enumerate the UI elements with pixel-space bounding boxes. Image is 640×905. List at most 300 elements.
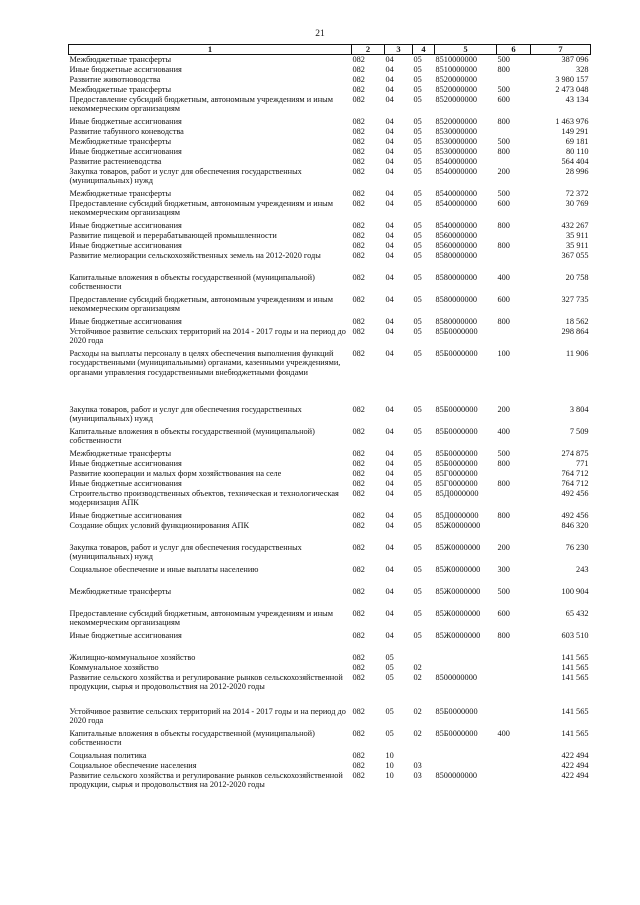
cell-subsection: 05: [413, 198, 422, 208]
cell-subsection: 05: [413, 250, 422, 260]
cell-code: 082: [352, 84, 365, 94]
cell-section: 04: [385, 448, 394, 458]
cell-subsection: 05: [413, 94, 422, 104]
cell-amount: 80 110: [565, 146, 589, 156]
cell-article: 85Д0000000: [435, 488, 479, 498]
cell-subsection: 05: [413, 294, 422, 304]
cell-expense-type: [497, 327, 531, 349]
table-row: [69, 405, 591, 427]
cell-subsection: 05: [413, 84, 422, 94]
cell-name: Развитие кооперации и малых форм хозяйствования на селе: [69, 468, 282, 478]
page-number: 21: [315, 29, 325, 39]
cell-code: 082: [352, 166, 365, 176]
cell-article: 8560000000: [435, 230, 477, 240]
cell-amount: 141 565: [561, 672, 589, 682]
cell-article: 8520000000: [435, 116, 477, 126]
cell-amount: 149 291: [561, 126, 589, 136]
cell-expense-type: 500: [497, 188, 510, 198]
cell-subsection: 05: [413, 220, 422, 230]
cell-amount: 72 372: [565, 188, 589, 198]
cell-amount: 328: [576, 64, 589, 74]
cell-expense-type: 800: [497, 630, 510, 640]
table-header: [69, 45, 591, 55]
cell-code: 082: [352, 630, 365, 640]
cell-expense-type: 500: [497, 136, 510, 146]
table-row: [69, 317, 591, 327]
cell-amount: 141 565: [561, 728, 589, 738]
cell-amount: 7 509: [569, 426, 589, 436]
cell-name: Капитальные вложения в объекты государственной (муниципальной) собственности: [69, 426, 315, 446]
cell-name: Развитие табунного коневодства: [69, 126, 184, 136]
table-row: [69, 231, 591, 241]
table-row: [69, 771, 591, 805]
cell-code: 082: [352, 404, 365, 414]
cell-section: 04: [385, 510, 394, 520]
table-row: [69, 459, 591, 469]
table-row: [69, 673, 591, 707]
table-row: [69, 295, 591, 317]
cell-name: Закупка товаров, работ и услуг для обеспечения государственных (муниципальных) нужд: [69, 404, 302, 424]
cell-amount: 422 494: [561, 760, 589, 770]
cell-article: 85Г0000000: [435, 478, 478, 488]
table-row: [69, 157, 591, 167]
cell-code: 082: [352, 510, 365, 520]
cell-section: 05: [385, 662, 394, 672]
cell-section: 04: [385, 608, 394, 618]
cell-subsection: 05: [413, 55, 422, 64]
cell-article: [435, 761, 497, 771]
cell-section: 05: [385, 672, 394, 682]
cell-article: 8540000000: [435, 198, 477, 208]
table-row: [69, 167, 591, 189]
cell-code: 082: [352, 348, 365, 358]
cell-section: 04: [385, 116, 394, 126]
cell-section: 04: [385, 468, 394, 478]
table-row: [69, 427, 591, 449]
cell-expense-type: 600: [497, 608, 510, 618]
cell-code: 082: [352, 458, 365, 468]
cell-article: 85Ж0000000: [435, 520, 481, 530]
cell-expense-type: 800: [497, 510, 510, 520]
cell-expense-type: 800: [497, 116, 510, 126]
cell-code: 082: [352, 156, 365, 166]
cell-amount: 11 906: [565, 348, 589, 358]
cell-name: Социальное обеспечение и иные выплаты населению: [69, 564, 259, 574]
cell-section: 04: [385, 94, 394, 104]
cell-code: 082: [352, 760, 365, 770]
table-row: [69, 127, 591, 137]
cell-subsection: 02: [413, 706, 422, 716]
cell-code: 082: [352, 448, 365, 458]
cell-code: 082: [352, 136, 365, 146]
cell-amount: 28 996: [565, 166, 589, 176]
cell-amount: 100 904: [561, 586, 589, 596]
cell-subsection: 05: [413, 520, 422, 530]
table-row: [69, 587, 591, 609]
cell-name: Межбюджетные трансферты: [69, 586, 172, 596]
cell-name: Иные бюджетные ассигнования: [69, 220, 182, 230]
cell-article: 85Б0000000: [435, 326, 478, 336]
cell-expense-type: [497, 761, 531, 771]
cell-code: 082: [352, 652, 365, 662]
cell-code: 082: [352, 478, 365, 488]
cell-section: 10: [385, 750, 394, 760]
cell-amount: 35 911: [565, 230, 589, 240]
cell-subsection: 05: [413, 458, 422, 468]
table-row: [69, 565, 591, 587]
cell-expense-type: 800: [497, 316, 510, 326]
cell-article: 8540000000: [435, 220, 477, 230]
cell-subsection: 02: [413, 662, 422, 672]
cell-section: 05: [385, 706, 394, 716]
cell-expense-type: [497, 157, 531, 167]
cell-expense-type: 800: [497, 478, 510, 488]
cell-article: 85Б0000000: [435, 458, 478, 468]
cell-code: 082: [352, 55, 365, 64]
cell-expense-type: [497, 653, 531, 663]
cell-article: [435, 663, 497, 673]
cell-expense-type: 800: [497, 458, 510, 468]
cell-article: 8580000000: [435, 272, 477, 282]
cell-name: Устойчивое развитие сельских территорий на 2014 - 2017 годы и на период до 2020 года: [69, 706, 346, 726]
table-row: [69, 761, 591, 771]
cell-expense-type: 600: [497, 198, 510, 208]
table-row: [69, 609, 591, 631]
cell-amount: 764 712: [561, 468, 589, 478]
table-row: [69, 241, 591, 251]
table-row: [69, 469, 591, 479]
cell-subsection: 05: [413, 74, 422, 84]
cell-amount: 30 769: [565, 198, 589, 208]
cell-article: 85Б0000000: [435, 728, 478, 738]
cell-article: 8580000000: [435, 250, 477, 260]
cell-expense-type: 500: [497, 448, 510, 458]
cell-subsection: 05: [413, 426, 422, 436]
cell-amount: 771: [576, 458, 589, 468]
cell-name: Иные бюджетные ассигнования: [69, 146, 182, 156]
cell-section: 04: [385, 64, 394, 74]
cell-subsection: 02: [413, 728, 422, 738]
cell-expense-type: 300: [497, 564, 510, 574]
cell-article: 8530000000: [435, 126, 477, 136]
cell-section: 04: [385, 198, 394, 208]
table-row: [69, 631, 591, 653]
cell-section: 10: [385, 770, 394, 780]
header-row: [69, 45, 591, 55]
cell-subsection: 05: [413, 348, 422, 358]
cell-expense-type: 800: [497, 220, 510, 230]
cell-subsection: 05: [413, 116, 422, 126]
cell-amount: 69 181: [565, 136, 589, 146]
cell-code: 082: [352, 770, 365, 780]
cell-code: 082: [352, 126, 365, 136]
cell-code: 082: [352, 542, 365, 552]
cell-expense-type: 400: [497, 426, 510, 436]
cell-amount: 43 134: [565, 94, 589, 104]
header-col-2: 2: [352, 45, 385, 55]
cell-name: Развитие животноводства: [69, 74, 161, 84]
cell-amount: 846 320: [561, 520, 589, 530]
cell-expense-type: [497, 469, 531, 479]
cell-amount: 141 565: [561, 652, 589, 662]
cell-section: 04: [385, 136, 394, 146]
cell-code: 082: [352, 586, 365, 596]
cell-expense-type: 200: [497, 166, 510, 176]
table-row: [69, 543, 591, 565]
table-row: [69, 221, 591, 231]
cell-code: 082: [352, 662, 365, 672]
table-row: [69, 251, 591, 273]
table-row: [69, 449, 591, 459]
cell-subsection: 05: [413, 586, 422, 596]
cell-code: 082: [352, 728, 365, 738]
table-row: [69, 663, 591, 673]
cell-subsection: 05: [413, 230, 422, 240]
cell-subsection: 05: [413, 188, 422, 198]
cell-article: 8500000000: [435, 672, 477, 682]
cell-article: 85Б0000000: [435, 404, 478, 414]
cell-article: 8540000000: [435, 188, 477, 198]
cell-amount: 387 096: [561, 55, 589, 64]
cell-article: 8520000000: [435, 74, 477, 84]
cell-article: 85Ж0000000: [435, 586, 481, 596]
cell-code: 082: [352, 94, 365, 104]
cell-code: 082: [352, 706, 365, 716]
table-row: [69, 65, 591, 75]
cell-amount: 1 463 976: [555, 116, 589, 126]
cell-amount: 141 565: [561, 662, 589, 672]
cell-code: 082: [352, 672, 365, 682]
cell-subsection: 05: [413, 448, 422, 458]
cell-section: 04: [385, 240, 394, 250]
cell-subsection: 05: [413, 542, 422, 552]
cell-name: Капитальные вложения в объекты государственной (муниципальной) собственности: [69, 728, 315, 748]
cell-article: 85Б0000000: [435, 448, 478, 458]
cell-expense-type: 800: [497, 240, 510, 250]
cell-name: Межбюджетные трансферты: [69, 188, 172, 198]
cell-amount: 367 055: [561, 250, 589, 260]
cell-article: 8580000000: [435, 294, 477, 304]
cell-name: Закупка товаров, работ и услуг для обеспечения государственных (муниципальных) нужд: [69, 166, 302, 186]
cell-code: 082: [352, 488, 365, 498]
cell-article: 8540000000: [435, 166, 477, 176]
cell-expense-type: [497, 231, 531, 241]
cell-article: 85Г0000000: [435, 468, 478, 478]
cell-article: 85Б0000000: [435, 706, 478, 716]
cell-code: 082: [352, 468, 365, 478]
cell-section: 05: [385, 728, 394, 738]
cell-article: 85Ж0000000: [435, 608, 481, 618]
cell-expense-type: 200: [497, 404, 510, 414]
cell-section: 04: [385, 316, 394, 326]
table-row: [69, 327, 591, 349]
cell-expense-type: 400: [497, 728, 510, 738]
cell-code: 082: [352, 520, 365, 530]
cell-name: Иные бюджетные ассигнования: [69, 64, 182, 74]
cell-expense-type: 800: [497, 64, 510, 74]
cell-article: 85Ж0000000: [435, 630, 481, 640]
cell-amount: 141 565: [561, 706, 589, 716]
cell-amount: 422 494: [561, 750, 589, 760]
cell-expense-type: 800: [497, 146, 510, 156]
table-row: [69, 489, 591, 511]
cell-code: 082: [352, 564, 365, 574]
cell-name: Иные бюджетные ассигнования: [69, 478, 182, 488]
cell-section: 10: [385, 760, 394, 770]
cell-name: Иные бюджетные ассигнования: [69, 510, 182, 520]
cell-article: 8560000000: [435, 240, 477, 250]
table-row: [69, 117, 591, 127]
cell-subsection: 05: [413, 468, 422, 478]
table-row: [69, 189, 591, 199]
cell-name: Социальное обеспечение населения: [69, 760, 197, 770]
cell-subsection: 05: [413, 488, 422, 498]
cell-section: 04: [385, 220, 394, 230]
table-row: [69, 511, 591, 521]
cell-expense-type: 500: [497, 586, 510, 596]
cell-article: 8530000000: [435, 146, 477, 156]
cell-name: Предоставление субсидий бюджетным, автономным учреждениям и иным некоммерческим организациям: [69, 94, 333, 114]
table-body: [69, 55, 591, 805]
cell-section: 04: [385, 126, 394, 136]
cell-code: 082: [352, 250, 365, 260]
cell-subsection: [413, 653, 435, 663]
cell-article: 8500000000: [435, 770, 477, 780]
cell-article: 8510000000: [435, 55, 477, 64]
cell-name: Предоставление субсидий бюджетным, автономным учреждениям и иным некоммерческим организациям: [69, 294, 333, 314]
cell-amount: 2 473 048: [555, 84, 589, 94]
cell-subsection: [413, 751, 435, 761]
cell-expense-type: [497, 673, 531, 707]
cell-section: 04: [385, 404, 394, 414]
cell-amount: 274 875: [561, 448, 589, 458]
cell-name: Жилищно-коммунальное хозяйство: [69, 652, 196, 662]
cell-code: 082: [352, 116, 365, 126]
cell-amount: 35 911: [565, 240, 589, 250]
cell-amount: 65 432: [565, 608, 589, 618]
cell-name: Устойчивое развитие сельских территорий на 2014 - 2017 годы и на период до 2020 года: [69, 326, 346, 346]
cell-name: Иные бюджетные ассигнования: [69, 116, 182, 126]
cell-subsection: 05: [413, 564, 422, 574]
cell-expense-type: 600: [497, 94, 510, 104]
cell-expense-type: [497, 251, 531, 273]
cell-section: 04: [385, 250, 394, 260]
cell-expense-type: [497, 707, 531, 729]
cell-section: 04: [385, 74, 394, 84]
table-row: [69, 349, 591, 405]
cell-code: 082: [352, 188, 365, 198]
cell-name: Строительство производственных объектов, техническая и технологическая модернизация АПК: [69, 488, 339, 508]
table-row: [69, 707, 591, 729]
cell-expense-type: [497, 663, 531, 673]
cell-amount: 764 712: [561, 478, 589, 488]
cell-amount: 432 267: [561, 220, 589, 230]
cell-amount: 603 510: [561, 630, 589, 640]
cell-code: 082: [352, 198, 365, 208]
cell-amount: 18 562: [565, 316, 589, 326]
cell-subsection: 05: [413, 326, 422, 336]
cell-expense-type: 400: [497, 272, 510, 282]
cell-name: Иные бюджетные ассигнования: [69, 630, 182, 640]
cell-section: 04: [385, 478, 394, 488]
cell-name: Межбюджетные трансферты: [69, 136, 172, 146]
cell-name: Иные бюджетные ассигнования: [69, 240, 182, 250]
cell-expense-type: 600: [497, 294, 510, 304]
table-row: [69, 147, 591, 157]
cell-name: Иные бюджетные ассигнования: [69, 458, 182, 468]
cell-name: Межбюджетные трансферты: [69, 448, 172, 458]
cell-article: 85Ж0000000: [435, 564, 481, 574]
cell-subsection: 05: [413, 156, 422, 166]
cell-code: 082: [352, 146, 365, 156]
cell-code: 082: [352, 294, 365, 304]
cell-section: 04: [385, 542, 394, 552]
cell-expense-type: [497, 127, 531, 137]
cell-section: 04: [385, 520, 394, 530]
cell-name: Закупка товаров, работ и услуг для обеспечения государственных (муниципальных) нужд: [69, 542, 302, 562]
cell-amount: 298 864: [561, 326, 589, 336]
cell-section: 04: [385, 156, 394, 166]
header-col-7: 7: [531, 45, 591, 55]
cell-amount: 76 230: [565, 542, 589, 552]
cell-amount: 243: [576, 564, 589, 574]
cell-section: 04: [385, 458, 394, 468]
cell-article: 85Б0000000: [435, 426, 478, 436]
header-col-4: 4: [413, 45, 435, 55]
cell-section: 04: [385, 272, 394, 282]
cell-section: 04: [385, 230, 394, 240]
cell-article: 8580000000: [435, 316, 477, 326]
cell-subsection: 03: [413, 760, 422, 770]
header-col-6: 6: [497, 45, 531, 55]
cell-name: Капитальные вложения в объекты государственной (муниципальной) собственности: [69, 272, 315, 292]
header-col-3: 3: [385, 45, 413, 55]
cell-article: 8540000000: [435, 156, 477, 166]
cell-amount: 20 758: [565, 272, 589, 282]
cell-section: 04: [385, 84, 394, 94]
cell-name: Предоставление субсидий бюджетным, автономным учреждениям и иным некоммерческим организациям: [69, 198, 333, 218]
cell-subsection: 05: [413, 316, 422, 326]
cell-subsection: 05: [413, 126, 422, 136]
cell-amount: 564 404: [561, 156, 589, 166]
cell-amount: 492 456: [561, 510, 589, 520]
cell-code: 082: [352, 426, 365, 436]
cell-expense-type: 500: [497, 84, 510, 94]
cell-name: Развитие пищевой и перерабатывающей промышленности: [69, 230, 277, 240]
cell-article: [435, 751, 497, 761]
cell-subsection: 05: [413, 404, 422, 414]
cell-subsection: 05: [413, 272, 422, 282]
cell-article: 8520000000: [435, 94, 477, 104]
cell-section: 04: [385, 166, 394, 176]
cell-section: 04: [385, 586, 394, 596]
table-row: [69, 137, 591, 147]
cell-name: Социальная политика: [69, 750, 147, 760]
cell-article: [435, 653, 497, 663]
cell-article: 85Д0000000: [435, 510, 479, 520]
cell-section: 04: [385, 348, 394, 358]
cell-subsection: 05: [413, 608, 422, 618]
cell-subsection: 05: [413, 510, 422, 520]
header-col-1: 1: [69, 45, 352, 55]
cell-article: 8520000000: [435, 84, 477, 94]
cell-article: 8530000000: [435, 136, 477, 146]
cell-code: 082: [352, 220, 365, 230]
table-row: [69, 85, 591, 95]
table-row: [69, 653, 591, 663]
table-row: [69, 751, 591, 761]
cell-section: 04: [385, 188, 394, 198]
